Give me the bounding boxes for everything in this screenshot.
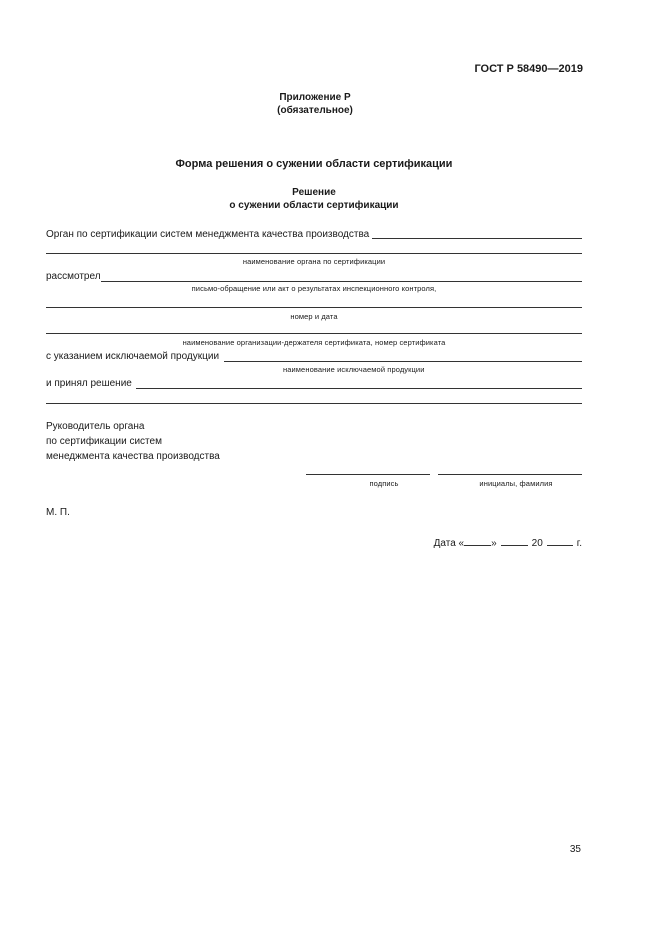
number-input-line[interactable] [46, 307, 582, 308]
date-close-quote: » [491, 538, 497, 549]
number-hint: номер и дата [290, 312, 338, 321]
form-title: Форма решения о сужении области сертификации [175, 158, 453, 170]
reviewed-label: рассмотрел [46, 271, 101, 282]
decision-title: Решение [292, 187, 336, 198]
appendix-title: Приложение Р [279, 92, 351, 103]
stamp-mark: М. П. [46, 507, 70, 518]
organ-hint: наименование органа по сертификации [242, 257, 386, 266]
date-suffix: г. [576, 538, 582, 549]
decision-input-line-2[interactable] [46, 403, 582, 404]
reviewed-input-line[interactable] [101, 281, 582, 282]
signature-hint: подпись [369, 479, 399, 488]
signature-input-line[interactable] [306, 474, 430, 475]
org-input-line[interactable] [46, 333, 582, 334]
date-prefix: Дата « [433, 538, 465, 549]
excluded-hint: наименование исключаемой продукции [283, 365, 425, 374]
name-input-line[interactable] [438, 474, 582, 475]
date-line [434, 536, 582, 549]
reviewed-hint: письмо-обращение или акт о результатах инспекционного контроля, [191, 284, 437, 293]
name-hint: инициалы, фамилия [479, 479, 553, 488]
excluded-input-line[interactable] [224, 361, 582, 362]
standard-number: ГОСТ Р 58490—2019 [474, 63, 583, 75]
date-year-prefix: 20 [531, 538, 543, 549]
organ-input-line[interactable] [372, 238, 582, 239]
org-hint: наименование организации-держателя сертификата, номер сертификата [182, 338, 446, 347]
decision-label: и принял решение [46, 378, 132, 389]
excluded-label: с указанием исключаемой продукции [46, 351, 220, 362]
date-year-field[interactable] [547, 536, 573, 546]
signature-role-line1: Руководитель органа [46, 421, 145, 432]
appendix-status: (обязательное) [277, 105, 353, 116]
decision-input-line[interactable] [136, 388, 582, 389]
date-month-field[interactable] [501, 536, 528, 546]
page-number: 35 [569, 844, 581, 855]
signature-role-line2: по сертификации систем [46, 436, 162, 447]
date-day-field[interactable] [464, 536, 491, 546]
organ-input-line-2[interactable] [46, 253, 582, 254]
signature-role-line3: менеджмента качества производства [46, 451, 220, 462]
decision-subtitle: о сужении области сертификации [229, 200, 399, 211]
organ-label: Орган по сертификации систем менеджмента качества производства [46, 229, 370, 240]
